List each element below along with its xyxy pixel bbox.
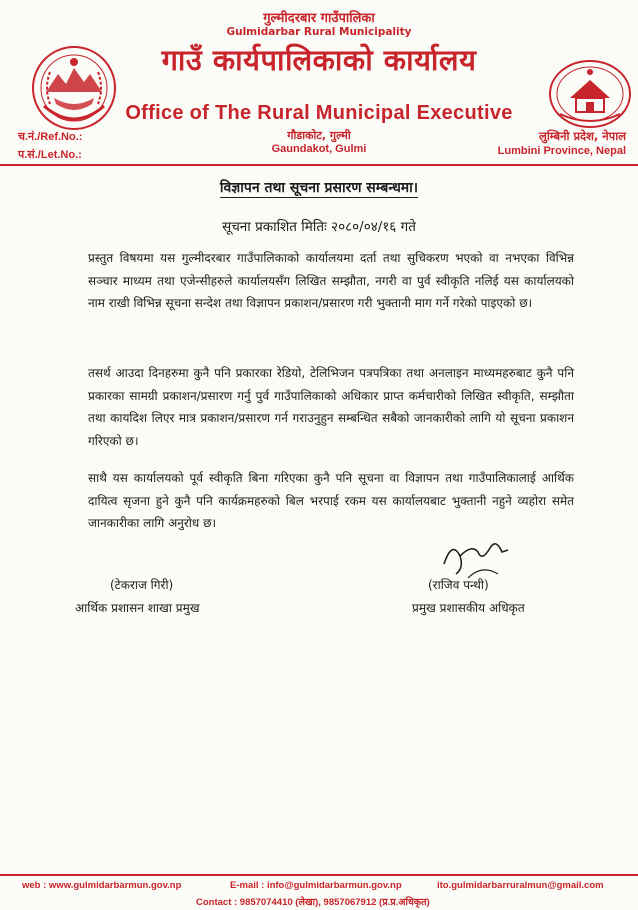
letter-number-label: प.सं./Let.No.: <box>18 149 82 161</box>
office-place-np: गौडाकोट, गुल्मी <box>287 129 351 142</box>
footer-divider <box>0 874 638 876</box>
footer-email: E-mail : info@gulmidarbarmun.gov.np <box>230 880 402 891</box>
right-signatory-title: प्रमुख प्रशासकीय अधिकृत <box>412 601 525 615</box>
notice-subject: विज्ञापन तथा सूचना प्रसारण सम्बन्धमा। <box>219 180 419 196</box>
notice-paragraph-1: प्रस्तुत विषयमा यस गुल्मीदरबार गाउँपालिकाको कार्यालयमा दर्ता तथा सुचिकरण भएको वा नभएका विभिन्न सञ्चार माध्यम तथा एजेन्सीहरुले कार्यालयसँग लिखित सम्झौता, नगरी वा पुर्व स्वीकृति नलिई यस कार्यालयको नाम राखी विभिन्न सूचना सन्देश तथा विज्ञापन प्रकाशन/प्रसारण गरी भुक्तानी माग गर्ने गरेको पाइएको छ। <box>88 251 574 310</box>
right-signatory-name: (राजिव पन्थी) <box>428 578 489 592</box>
left-signatory-name: (टेकराज गिरी) <box>110 578 174 592</box>
office-place-en: Gaundakot, Gulmi <box>271 143 367 155</box>
ref-number-label: च.नं./Ref.No.: <box>18 131 83 143</box>
publish-date: सूचना प्रकाशित मितिः २०८०/०४/१६ गते <box>222 219 416 235</box>
footer-email-secondary: ito.gulmidarbarruralmun@gmail.com <box>437 880 604 891</box>
municipality-name-np: गुल्मीदरबार गाउँपालिका <box>263 11 375 26</box>
office-name-np: गाउँ कार्यपालिकाको कार्यालय <box>161 43 477 77</box>
left-signatory-title: आर्थिक प्रशासन शाखा प्रमुख <box>75 601 200 615</box>
province-en: Lumbini Province, Nepal <box>497 145 626 157</box>
municipality-name-en: Gulmidarbar Rural Municipality <box>226 26 412 38</box>
signature-mark <box>438 534 518 582</box>
footer-website: web : www.gulmidarbarmun.gov.np <box>22 880 182 891</box>
province-np: लुम्बिनी प्रदेश, नेपाल <box>539 129 626 143</box>
header-divider <box>0 164 638 166</box>
footer-contact: Contact : 9857074410 (लेखा), 9857067912 (प्र.प्र.अधिकृत) <box>196 897 430 908</box>
notice-paragraph-3: साथै यस कार्यालयको पूर्व स्वीकृति बिना गरिएका कुनै पनि सूचना वा विज्ञापन तथा गाउँपालिकालाई आर्थिक दायित्व सृजना हुने कुनै पनि कार्यक्रमहरुको बिल भरपाई रकम यस कार्यालयबाट भुक्तानी नहुने व्यहोरा समेत जानकारीका लागि अनुरोध छ। <box>88 471 574 530</box>
office-name-en: Office of The Rural Municipal Executive <box>125 102 513 124</box>
notice-paragraph-2: तसर्थ आउदा दिनहरुमा कुनै पनि प्रकारका रेडियो, टेलिभिजन पत्रपत्रिका तथा अनलाइन माध्यमहरुबाट कुनै पनि प्रकारका सामग्री प्रकाशन/प्रसारण गर्नु पुर्व गाउँपालिकाको अधिकार प्राप्त कर्मचारीको लिखित स्वीकृति, सम्झौता तथा कायदिश लिएर मात्र प्रकाशन/प्रसारण गर्न गराउनुहुन सम्बन्धित सबैको जानकारीको लागि यो सूचना प्रकाशन गरिएको छ। <box>88 366 574 448</box>
